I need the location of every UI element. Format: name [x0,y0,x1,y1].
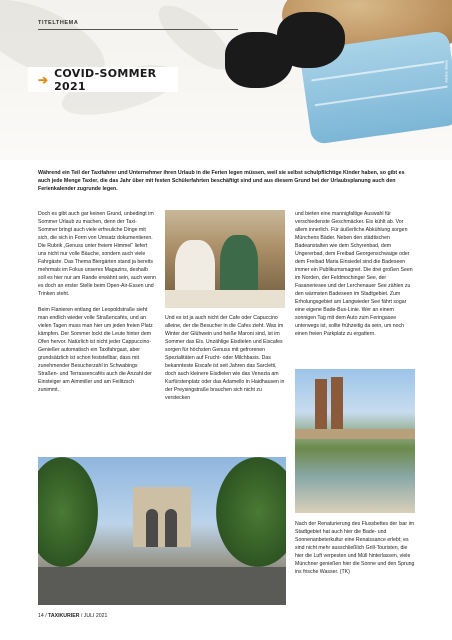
page-title [28,67,178,92]
section-kicker: TITELTHEMA [38,20,79,26]
isar-river-photo [295,369,415,513]
sunglasses [225,2,345,102]
magazine-name: TAXIKURIER [48,613,80,619]
column-2 [165,314,285,410]
page-number: 14 [38,613,44,619]
column-3 [295,210,415,346]
title-text: COVID-SOMMER 2021 [54,66,157,93]
page-footer: 14 / TAXIKURIER / JULI 2021 [38,613,108,619]
photo-credit: Adobe Stock [444,60,449,83]
cafe-photo [165,210,285,308]
paragraph: Und es ist ja auch nicht der Cafe oder Capuccino alleine, der die Besucher in die Cafes zieht. Was im Winter der Glühwein und heiße Maroni sind, ist im Sommer das Eis. Unzählige Eisdielen und Eiscafes sorgen für höchsten Genuss mit gefrorenen Spezialitäten auf Frucht- oder Milchbasis. Das bekannteste Eiscafe ist seit Jahren das Sarcletti, doch auch kleinere Eisdielen wie das Venezia am Kurfürstenplatz oder das Adamello in Haidhausen in der Preysingstraße brauchen sich nicht zu verstecken [165,315,285,401]
paragraph: Nach der Renaturierung des Flussbettes der Isar im Stadtgebiet hat auch hier die Bade- und Sonnenanbeterkultur eine Renaissance erlebt; es sind nicht mehr ausschließlich Grill-Touristen, die hier die Luft verpesten und Müll hinterlassen, viele Münchner genießen hier die Sonne und den Sprung ins frische Wasser. (TK) [295,521,415,575]
paragraph: und bieten eine mannigfaltige Auswahl für verschiedenste Geschmäcker. Eis kühlt ab. Vor allem innerlich. Für äußerliche Abkühlung sorgen Münchens Bäder. Neben den städtischen Badeanstalten wie dem Schyrenbad, dem Ungererbad, dem Freibad Georgenschwaige oder dem Freibad Maria Einsiedel sind die Badeseen immer ein Publikumsmagnet. Die drei großen Seen im Norden, der Feldmochinger See, der Fasaneriesee und der Lerchenauer See zählen zu den wärmsten Badeseen im Stadtgebiet. Zum Erholungsgebiet am Langwieder See fährt sogar eine eigene Bade-Bus-Linie. Wer an einem sonnigen Tag mit dem Auto zum Feringasee unterwegs ist, sollte frühzeitig da sein, um noch einen freien Parkplatz zu ergattern. [295,211,413,337]
issue-date: JULI 2021 [83,613,108,619]
arrow-icon: ➔ [38,72,49,87]
intro-paragraph: Während ein Teil der Taxifahrer und Unternehmer ihren Urlaub in die Ferien legen müssen, weil sie selbst schulpflichtige Kinder haben, so gibt es auch jede Menge Taxler, die das Jahr über mit festen Schülerfahrten beschäftigt sind und aus diesem Grund bei der Urlaubsplanung auch den Ferienkalender zugrunde legen. [38,170,405,192]
column-1 [38,210,156,402]
paragraph: Beim Flanieren entlang der Leopoldstraße sieht man endlich wieder volle Straßencafés, und an vielen Tagen muss man hier um jeden freien Platz kämpfen. Der Sommer lockt die Leute hinter dem Ofen hervor. Natürlich ist nicht jeder Cappuccino-Genießer automatisch ein Taxifahrgast, aber grundsätzlich ist schon feststellbar, dass mit zunehmender Besucherzahl in Schwabings Straßen- und Terrassencafés auch die Anzahl der Einsteiger am Aimmiller und am Feilitzsch zunimmt. [38,307,153,393]
kicker-rule [38,29,238,30]
column-3-continued [295,520,415,584]
paragraph: Doch es gibt auch gar keinen Grund, unbedingt im Sommer Urlaub zu machen, denn der Taxi-Sommer bringt auch viele erfreuliche Dinge mit sich, die sich in Form von Umsatz dokumentieren. Die Rubrik „Genuss unter freiem Himmel“ liefert uns nicht nur volle Bäuche, sondern auch viele Fahrgäste. Das Thema Biergärten stand ja bereits mehrmals im Fokus unseres Magazins, deshalb soll es hier nur am Rande erwähnt sein, auch wenn es doch an erster Stelle beim Open-Air-Essen und Trinken steht. [38,211,156,297]
siegestor-photo [38,457,286,605]
